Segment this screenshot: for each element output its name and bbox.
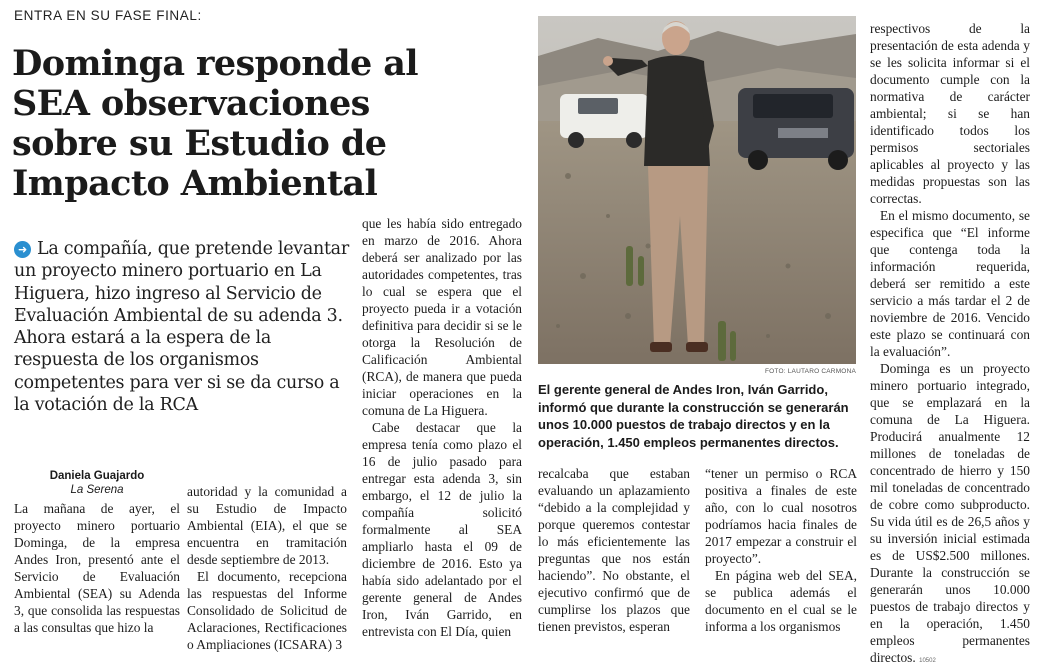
paragraph-text: Dominga es un proyecto minero portuario integrado, que se emplazará en la comuna de La Higuera. Producirá anualmente 12 millones de toneladas de concentrado de hierro y 150 mil toneladas de concentrado de cobre como subproducto. Su vida útil es de 26,5 años y su inversión inicial estimada es de US$2.500 millones. Durante la construcción se generarán unos 10.000 puestos de trabajo directos y en la operación, 1.450 empleos permanentes directos. — [870, 361, 1030, 665]
paragraph — [870, 360, 1030, 670]
article-column-1 — [14, 500, 180, 636]
paragraph: recalcaba que estaban evaluando un aplazamiento “debido a la complejidad y porque queremos contestar lo más eficientemente las preguntas que nos están haciendo”. No obstante, el ejecutivo confirmó que de cumplirse los plazos que tienen previstos, esperan — [538, 466, 690, 634]
photo-caption: El gerente general de Andes Iron, Iván Garrido, informó que durante la construcción se generarán unos 10.000 puestos de trabajo directos y en la operación, 1.450 empleos permanentes directos. — [538, 382, 849, 450]
paragraph: Cabe destacar que la empresa tenía como plazo el 16 de julio pasado para entregar esta adenda 3, sin embargo, el 12 de julio la compañía solicitó formalmente al SEA ampliarlo hasta el 09 de diciembre de 2016. Esto ya había sido adelantado por el gerente general de Andes Iron, Iván Garrido, en entrevista con El Día, quien — [362, 420, 522, 639]
article-column-5 — [705, 465, 857, 635]
paragraph: En página web del SEA, se publica además el documento en el cual se le informa a los organismos — [705, 568, 857, 634]
kicker: ENTRA EN SU FASE FINAL: — [14, 8, 202, 23]
byline-place: La Serena — [70, 484, 124, 496]
paragraph: El documento, recepciona las respuestas del Informe Consolidado de Solicitud de Aclaraciones, Rectificaciones o Ampliaciones (ICSARA) 3 — [187, 569, 347, 652]
lede-text: La compañía, que pretende levantar un proyecto minero portuario en La Higuera, hizo ingreso al Servicio de Evaluación Ambiental de su adenda 3. Ahora estará a la espera de la respuesta de los organismos competentes para ver si se da curso a la votación de la RCA — [14, 239, 349, 416]
headline: Dominga responde al SEA observaciones sobre su Estudio de Impacto Ambiental — [12, 43, 418, 204]
photo-illustration — [538, 16, 856, 364]
byline — [14, 470, 180, 496]
photo-credit: FOTO: LAUTARO CARMONA — [765, 368, 856, 375]
paragraph: que les había sido entregado en marzo de 2016. Ahora deberá ser analizado por las autoridades competentes, tras lo cual se espera que el proyecto pueda ir a votación definitiva para decidir si se le otorga la Resolución de Calificación Ambiental (RCA), de manera que pueda iniciar operaciones en la comuna de La Higuera. — [362, 216, 522, 418]
paragraph: respectivos de la presentación de esta adenda y se les solicita informar si el documento cumple con la normativa de carácter ambiental; si se han identificado todos los permisos sectoriales aplicables al proyecto y las medidas propuestas son las correctas. — [870, 21, 1030, 206]
paragraph: autoridad y la comunidad a su Estudio de Impacto Ambiental (EIA), el que se encuentra en tramitación desde septiembre de 2013. — [187, 484, 347, 567]
article-column-4 — [538, 465, 690, 635]
paragraph: La mañana de ayer, el proyecto minero portuario Dominga, de la empresa Andes Iron, presentó ante el Servicio de Evaluación Ambiental (SEA) su Adenda 3, que consolida las respuestas a las consultas que hizo la — [14, 501, 180, 635]
news-photo — [538, 16, 856, 364]
dark-truck — [738, 88, 854, 170]
paragraph: “tener un permiso o RCA positiva a finales de este año, con lo cual nosotros podríamos hacia finales de 2017 empezar a construir el proyecto”. — [705, 466, 857, 566]
article-column-6 — [870, 20, 1030, 670]
signoff-code: 10502 — [919, 658, 936, 664]
arrow-right-icon: ➜ — [14, 241, 31, 258]
lede — [14, 238, 354, 416]
article-column-2 — [187, 483, 347, 653]
article-column-3 — [362, 215, 522, 640]
paragraph: En el mismo documento, se especifica que “El informe que contenga toda la información requerida, deberá ser remitido a este servicio a más tardar el 2 de noviembre de 2016. Vencido este plazo se continuará con la evaluación”. — [870, 208, 1030, 359]
byline-author: Daniela Guajardo — [49, 470, 145, 482]
